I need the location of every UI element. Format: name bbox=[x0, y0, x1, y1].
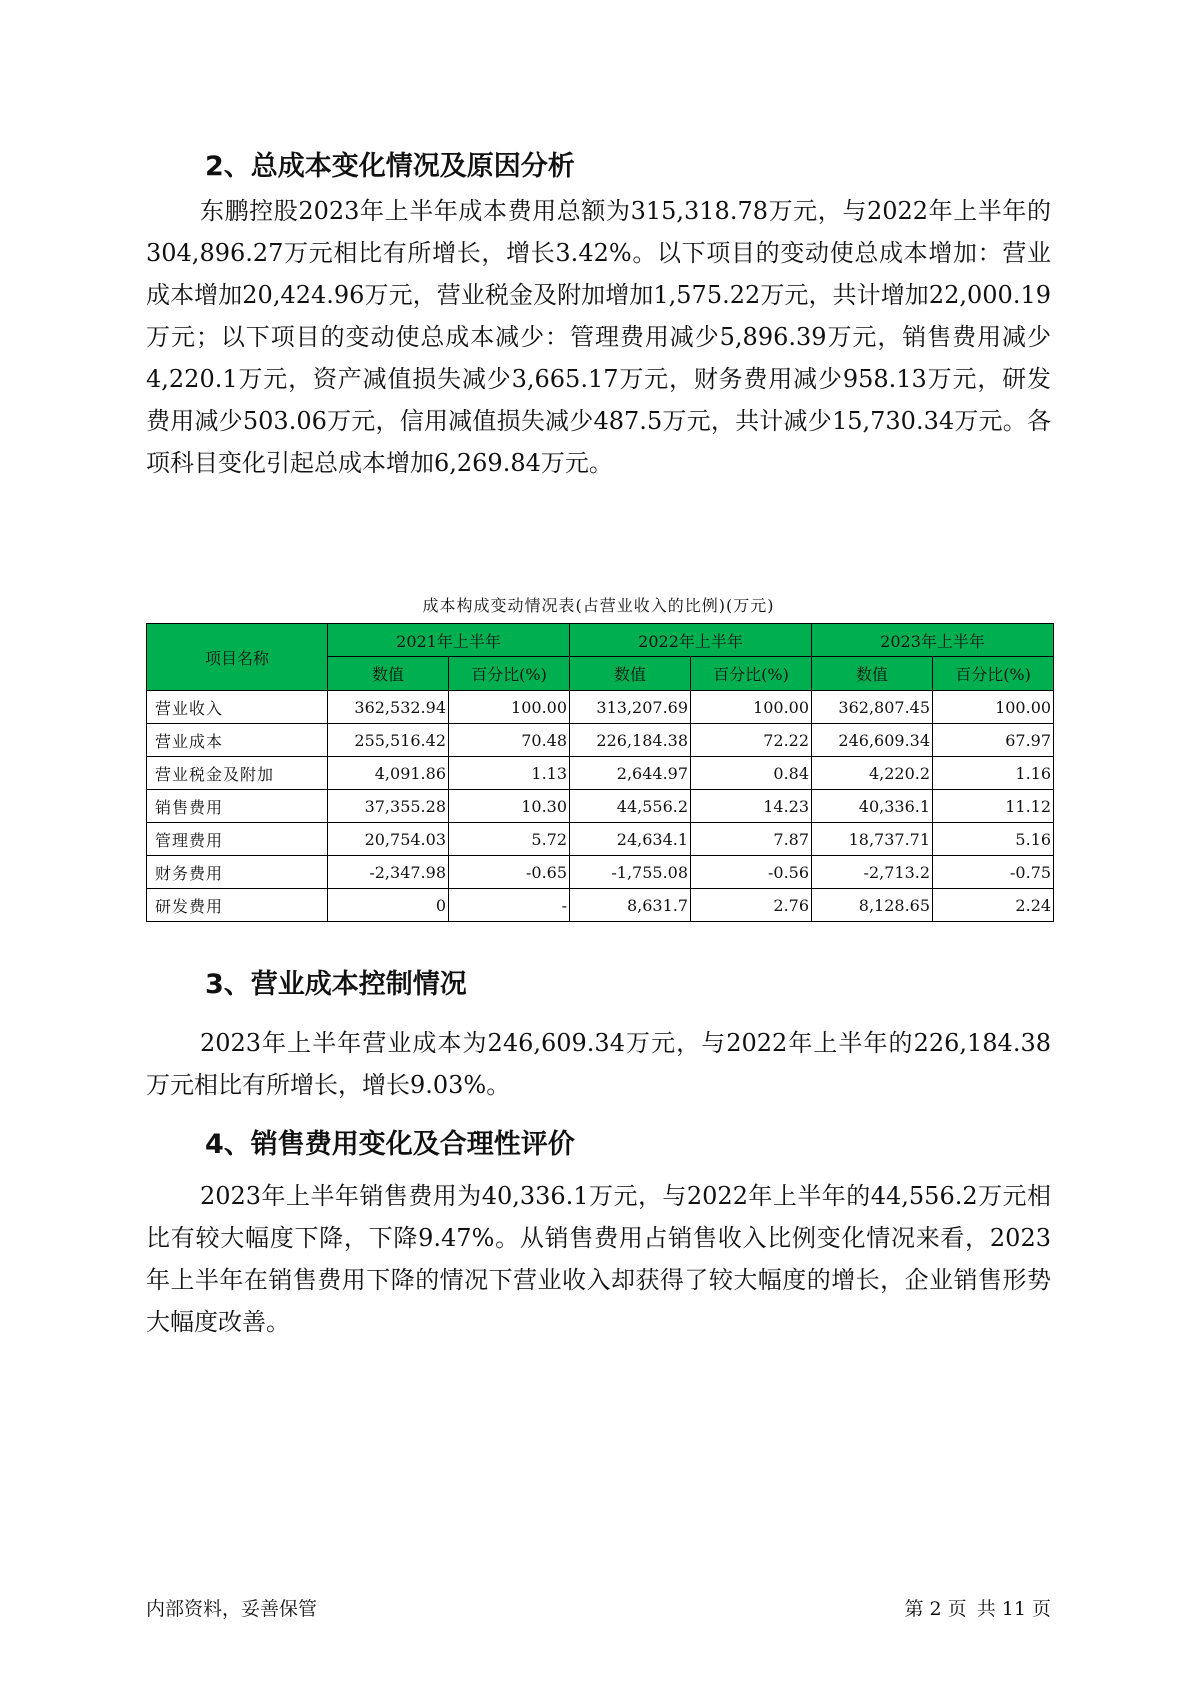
table-cell: 100.00 bbox=[691, 691, 812, 724]
percent-subheader: 百分比(%) bbox=[449, 657, 570, 691]
table-cell: 362,532.94 bbox=[328, 691, 449, 724]
table-cell: 67.97 bbox=[933, 724, 1054, 757]
table-cell: 11.12 bbox=[933, 790, 1054, 823]
table-cell: 100.00 bbox=[933, 691, 1054, 724]
value-subheader: 数值 bbox=[812, 657, 933, 691]
value-subheader: 数值 bbox=[570, 657, 691, 691]
table-cell: 8,631.7 bbox=[570, 889, 691, 922]
table-cell: 2,644.97 bbox=[570, 757, 691, 790]
row-label: 营业成本 bbox=[147, 724, 328, 757]
table-row bbox=[147, 823, 1054, 856]
table-cell: -1,755.08 bbox=[570, 856, 691, 889]
table-row bbox=[147, 724, 1054, 757]
table-cell: 37,355.28 bbox=[328, 790, 449, 823]
percent-subheader: 百分比(%) bbox=[691, 657, 812, 691]
period-header-2021: 2021年上半年 bbox=[328, 624, 570, 657]
table-cell: 4,220.2 bbox=[812, 757, 933, 790]
table-cell: 362,807.45 bbox=[812, 691, 933, 724]
table-cell: 0.84 bbox=[691, 757, 812, 790]
table-cell: 2.24 bbox=[933, 889, 1054, 922]
table-cell: -2,347.98 bbox=[328, 856, 449, 889]
row-label: 研发费用 bbox=[147, 889, 328, 922]
row-label: 销售费用 bbox=[147, 790, 328, 823]
section-2-heading: 2、总成本变化情况及原因分析 bbox=[205, 151, 575, 182]
table-cell: 226,184.38 bbox=[570, 724, 691, 757]
table-row bbox=[147, 889, 1054, 922]
current-page-label: 第 2 页 bbox=[904, 1598, 967, 1620]
table-cell: 20,754.03 bbox=[328, 823, 449, 856]
table-cell: 313,207.69 bbox=[570, 691, 691, 724]
table-cell: 246,609.34 bbox=[812, 724, 933, 757]
table-cell: -0.56 bbox=[691, 856, 812, 889]
row-label: 财务费用 bbox=[147, 856, 328, 889]
table-cell: 8,128.65 bbox=[812, 889, 933, 922]
section-4-paragraph: 2023年上半年销售费用为40,336.1万元，与2022年上半年的44,556.2万元相比有较大幅度下降，下降9.47%。从销售费用占销售收入比例变化情况来看，2023年上半年在销售费用下降的情况下营业收入却获得了较大幅度的增长，企业销售形势大幅度改善。 bbox=[146, 1182, 1051, 1336]
section-3-paragraph: 2023年上半年营业成本为246,609.34万元，与2022年上半年的226,184.38万元相比有所增长，增长9.03%。 bbox=[146, 1029, 1051, 1099]
table-caption: 成本构成变动情况表(占营业收入的比例)(万元) bbox=[422, 596, 775, 615]
table-cell: 70.48 bbox=[449, 724, 570, 757]
cost-structure-table bbox=[146, 623, 1054, 922]
table-cell: 7.87 bbox=[691, 823, 812, 856]
section-2-paragraph: 东鹏控股2023年上半年成本费用总额为315,318.78万元，与2022年上半年的304,896.27万元相比有所增长，增长3.42%。以下项目的变动使总成本增加：营业成本增加20,424.96万元，营业税金及附加增加1,575.22万元，共计增加22,000.19万元；以下项目的变动使总成本减少：管理费用减少5,896.39万元，销售费用减少4,220.1万元，资产减值损失减少3,665.17万元，财务费用减少958.13万元，研发费用减少503.06万元，信用减值损失减少487.5万元，共计减少15,730.34万元。各项科目变化引起总成本增加6,269.84万元。 bbox=[146, 197, 1051, 477]
table-row bbox=[147, 691, 1054, 724]
table-cell: -0.75 bbox=[933, 856, 1054, 889]
confidential-note: 内部资料，妥善保管 bbox=[146, 1598, 318, 1620]
value-subheader: 数值 bbox=[328, 657, 449, 691]
table-cell: 2.76 bbox=[691, 889, 812, 922]
page-number bbox=[901, 1597, 1051, 1621]
table-cell: 1.13 bbox=[449, 757, 570, 790]
table-cell: 18,737.71 bbox=[812, 823, 933, 856]
row-label: 营业收入 bbox=[147, 691, 328, 724]
table-cell: 24,634.1 bbox=[570, 823, 691, 856]
item-name-header: 项目名称 bbox=[147, 624, 328, 691]
table-cell: 5.72 bbox=[449, 823, 570, 856]
table-cell: 5.16 bbox=[933, 823, 1054, 856]
row-label: 管理费用 bbox=[147, 823, 328, 856]
table-row bbox=[147, 757, 1054, 790]
table-cell: 255,516.42 bbox=[328, 724, 449, 757]
table-cell: 100.00 bbox=[449, 691, 570, 724]
table-cell: 10.30 bbox=[449, 790, 570, 823]
table-cell: - bbox=[449, 889, 570, 922]
total-pages-label: 共 11 页 bbox=[976, 1598, 1051, 1620]
table-cell: 1.16 bbox=[933, 757, 1054, 790]
period-header-2022: 2022年上半年 bbox=[570, 624, 812, 657]
section-4-heading: 4、销售费用变化及合理性评价 bbox=[205, 1129, 575, 1160]
table-row bbox=[147, 790, 1054, 823]
percent-subheader: 百分比(%) bbox=[933, 657, 1054, 691]
table-row bbox=[147, 856, 1054, 889]
row-label: 营业税金及附加 bbox=[147, 757, 328, 790]
table-cell: -2,713.2 bbox=[812, 856, 933, 889]
table-cell: -0.65 bbox=[449, 856, 570, 889]
table-cell: 40,336.1 bbox=[812, 790, 933, 823]
table-cell: 44,556.2 bbox=[570, 790, 691, 823]
section-3-heading: 3、营业成本控制情况 bbox=[205, 969, 467, 1000]
table-header-row bbox=[147, 624, 1054, 657]
table-cell: 14.23 bbox=[691, 790, 812, 823]
table-cell: 4,091.86 bbox=[328, 757, 449, 790]
period-header-2023: 2023年上半年 bbox=[812, 624, 1054, 657]
table-cell: 72.22 bbox=[691, 724, 812, 757]
table-cell: 0 bbox=[328, 889, 449, 922]
